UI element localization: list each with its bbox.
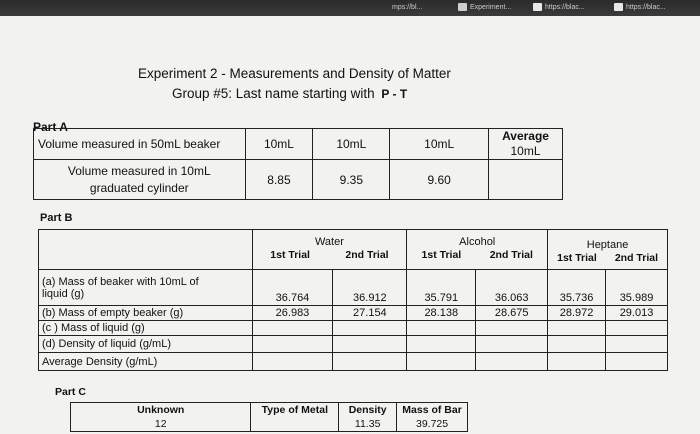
row-label: Average Density (g/mL) bbox=[39, 353, 253, 371]
taskbar-tab[interactable] bbox=[533, 1, 585, 13]
group-label: Water bbox=[314, 236, 344, 248]
table-cell: 36.063 bbox=[476, 270, 548, 306]
subtitle-text: Group #5: Last name starting with bbox=[172, 86, 375, 101]
column-header: Density bbox=[339, 403, 397, 418]
table-cell: 10mL bbox=[390, 129, 489, 160]
table-cell: 28.675 bbox=[476, 306, 548, 321]
empty-header-cell bbox=[39, 230, 253, 270]
subtitle-letters: P - T bbox=[381, 87, 408, 101]
row-label-line: graduated cylinder bbox=[89, 180, 189, 195]
table-cell: 9.60 bbox=[390, 160, 489, 200]
table-row bbox=[71, 418, 468, 432]
table-cell bbox=[333, 353, 407, 371]
page-subtitle bbox=[172, 86, 407, 101]
table-cell bbox=[548, 321, 606, 336]
table-row bbox=[39, 270, 668, 306]
column-header: Unknown bbox=[71, 403, 251, 418]
table-row bbox=[39, 353, 668, 371]
table-cell: 29.013 bbox=[606, 306, 668, 321]
row-label-line: (a) Mass of beaker with 10mL of bbox=[42, 275, 199, 288]
trial-label: 2nd Trial bbox=[345, 249, 389, 261]
trial-label: 2nd Trial bbox=[489, 249, 533, 261]
row-label bbox=[39, 270, 253, 306]
table-cell: 27.154 bbox=[333, 306, 407, 321]
table-cell bbox=[606, 321, 668, 336]
table-row bbox=[39, 336, 668, 353]
trial-label: 1st Trial bbox=[270, 249, 310, 261]
taskbar-tab-label: mps://bl... bbox=[392, 3, 423, 11]
table-row bbox=[34, 160, 563, 200]
trial-labels bbox=[407, 249, 547, 262]
part-c-table bbox=[70, 402, 468, 432]
table-cell: 26.983 bbox=[252, 306, 333, 321]
trial-labels bbox=[253, 249, 407, 262]
taskbar-tab[interactable] bbox=[614, 1, 666, 13]
row-label: (d) Density of liquid (g/mL) bbox=[39, 336, 253, 353]
table-cell: 35.989 bbox=[606, 270, 668, 306]
table-cell: 10mL bbox=[510, 144, 541, 158]
table-cell bbox=[407, 353, 476, 371]
table-row bbox=[39, 321, 668, 336]
table-cell: 35.736 bbox=[548, 270, 606, 306]
table-cell bbox=[252, 321, 333, 336]
table-row bbox=[39, 306, 668, 321]
table-cell: 11.35 bbox=[339, 418, 397, 432]
part-a-table bbox=[33, 128, 563, 200]
group-label: Alcohol bbox=[459, 236, 496, 248]
table-row bbox=[71, 403, 468, 418]
table-cell: 10mL bbox=[245, 129, 313, 160]
trial-label: 2nd Trial bbox=[614, 252, 658, 264]
table-cell bbox=[489, 160, 563, 200]
row-label bbox=[34, 160, 246, 200]
group-header-water bbox=[252, 230, 407, 270]
row-label-line: liquid (g) bbox=[42, 287, 85, 300]
taskbar bbox=[0, 0, 700, 16]
column-header: Mass of Bar bbox=[397, 403, 468, 418]
window-icon bbox=[458, 3, 467, 11]
part-b-heading: Part B bbox=[40, 212, 73, 224]
taskbar-tab-label: Experiment... bbox=[470, 3, 512, 11]
column-header: Type of Metal bbox=[251, 403, 339, 418]
taskbar-tab-label: https://blac... bbox=[545, 3, 585, 11]
table-cell: 36.912 bbox=[333, 270, 407, 306]
average-cell bbox=[489, 129, 563, 160]
table-cell bbox=[548, 336, 606, 353]
table-cell bbox=[606, 353, 668, 371]
table-row bbox=[34, 129, 563, 160]
table-cell: 28.972 bbox=[548, 306, 606, 321]
table-cell: 12 bbox=[71, 418, 251, 432]
row-label: (c ) Mass of liquid (g) bbox=[39, 321, 253, 336]
table-cell bbox=[476, 321, 548, 336]
trial-labels bbox=[548, 252, 667, 265]
blackboard-icon bbox=[533, 3, 542, 11]
average-header: Average bbox=[502, 129, 549, 143]
table-cell: 9.35 bbox=[313, 160, 390, 200]
part-c-heading: Part C bbox=[55, 386, 86, 398]
table-cell: 39.725 bbox=[397, 418, 468, 432]
table-cell: 35.791 bbox=[407, 270, 476, 306]
group-header-alcohol bbox=[407, 230, 548, 270]
table-cell bbox=[333, 336, 407, 353]
table-cell bbox=[407, 321, 476, 336]
table-cell bbox=[476, 336, 548, 353]
taskbar-tab-label: https://blac... bbox=[626, 3, 666, 11]
taskbar-tab[interactable] bbox=[458, 1, 511, 13]
row-label: (b) Mass of empty beaker (g) bbox=[39, 306, 253, 321]
table-cell: 10mL bbox=[313, 129, 390, 160]
table-cell bbox=[606, 336, 668, 353]
table-cell bbox=[407, 336, 476, 353]
page-title: Experiment 2 - Measurements and Density of Matter bbox=[138, 66, 451, 81]
row-label-line: Volume measured in 10mL bbox=[67, 163, 211, 178]
table-cell bbox=[251, 418, 339, 432]
group-label: Heptane bbox=[586, 239, 629, 251]
table-cell bbox=[252, 336, 333, 353]
table-cell bbox=[252, 353, 333, 371]
row-label: Volume measured in 50mL beaker bbox=[34, 129, 246, 160]
table-cell bbox=[476, 353, 548, 371]
table-cell: 36.764 bbox=[252, 270, 333, 306]
blackboard-icon bbox=[614, 3, 623, 11]
trial-label: 1st Trial bbox=[557, 252, 597, 264]
table-cell: 28.138 bbox=[407, 306, 476, 321]
group-header-heptane bbox=[548, 230, 668, 270]
table-cell bbox=[333, 321, 407, 336]
part-b-table bbox=[38, 229, 668, 371]
table-row bbox=[39, 230, 668, 270]
part-a-heading: Part A bbox=[33, 120, 68, 134]
table-cell: 8.85 bbox=[245, 160, 313, 200]
table-cell bbox=[548, 353, 606, 371]
taskbar-tab[interactable] bbox=[392, 1, 422, 13]
trial-label: 1st Trial bbox=[421, 249, 462, 261]
